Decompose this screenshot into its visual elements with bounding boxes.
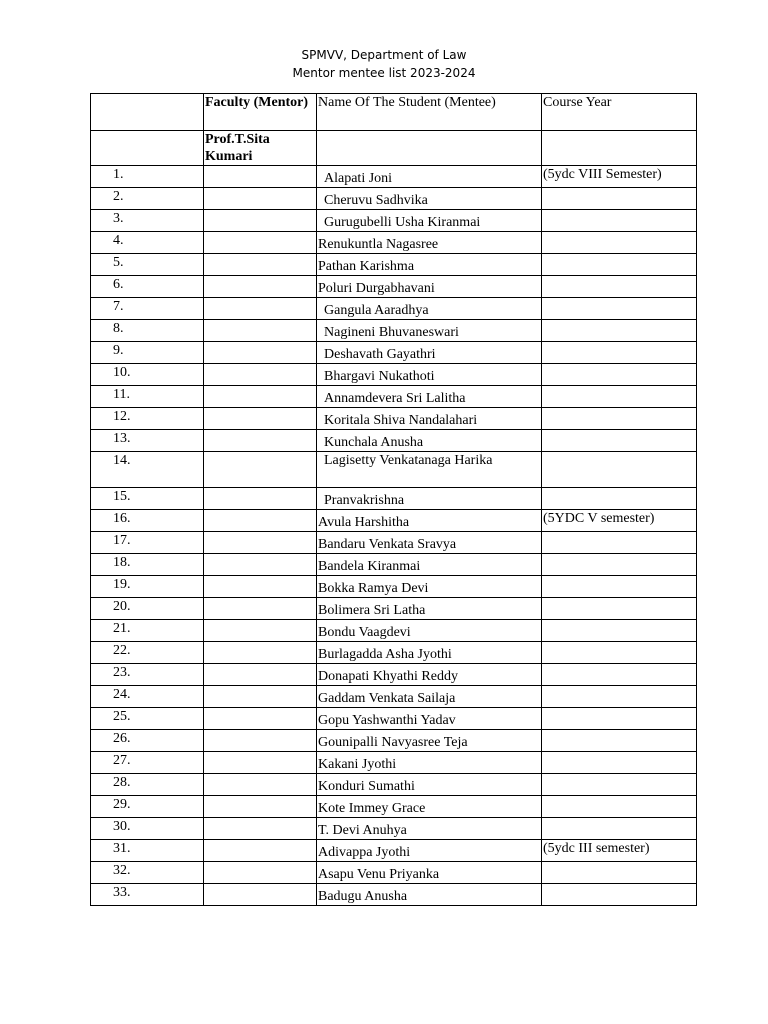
row-number: 13. bbox=[91, 430, 204, 452]
table-row bbox=[91, 840, 697, 862]
table-row bbox=[91, 796, 697, 818]
faculty-cell bbox=[204, 386, 317, 408]
student-name: Deshavath Gayathri bbox=[317, 342, 542, 364]
row-number: 29. bbox=[91, 796, 204, 818]
course-year bbox=[542, 642, 697, 664]
document-subtitle: Mentor mentee list 2023-2024 bbox=[292, 66, 476, 80]
faculty-cell bbox=[204, 554, 317, 576]
course-year bbox=[542, 408, 697, 430]
faculty-cell bbox=[204, 818, 317, 840]
table-row bbox=[91, 752, 697, 774]
course-year bbox=[542, 430, 697, 452]
table-row bbox=[91, 188, 697, 210]
faculty-cell bbox=[204, 884, 317, 906]
course-year bbox=[542, 620, 697, 642]
faculty-cell bbox=[204, 210, 317, 232]
table-row bbox=[91, 210, 697, 232]
table-row bbox=[91, 664, 697, 686]
faculty-cell bbox=[204, 254, 317, 276]
row-number: 7. bbox=[91, 298, 204, 320]
course-year bbox=[542, 342, 697, 364]
student-name: Kunchala Anusha bbox=[317, 430, 542, 452]
student-name: Bhargavi Nukathoti bbox=[317, 364, 542, 386]
faculty-cell bbox=[204, 452, 317, 488]
student-name: Gurugubelli Usha Kiranmai bbox=[317, 210, 542, 232]
faculty-cell bbox=[204, 232, 317, 254]
faculty-cell bbox=[204, 862, 317, 884]
row-number: 32. bbox=[91, 862, 204, 884]
faculty-cell bbox=[204, 796, 317, 818]
row-number: 30. bbox=[91, 818, 204, 840]
student-name: Bondu Vaagdevi bbox=[317, 620, 542, 642]
course-year bbox=[542, 554, 697, 576]
row-number: 4. bbox=[91, 232, 204, 254]
faculty-cell bbox=[204, 620, 317, 642]
table-row bbox=[91, 408, 697, 430]
row-number: 25. bbox=[91, 708, 204, 730]
header-faculty: Faculty (Mentor) bbox=[204, 94, 317, 131]
course-year bbox=[542, 818, 697, 840]
empty-cell bbox=[542, 131, 697, 166]
course-year bbox=[542, 320, 697, 342]
table-row bbox=[91, 818, 697, 840]
header-serial bbox=[91, 94, 204, 131]
row-number: 31. bbox=[91, 840, 204, 862]
faculty-cell bbox=[204, 774, 317, 796]
table-row bbox=[91, 166, 697, 188]
row-number: 2. bbox=[91, 188, 204, 210]
course-year bbox=[542, 232, 697, 254]
row-number: 23. bbox=[91, 664, 204, 686]
faculty-cell bbox=[204, 408, 317, 430]
table-row bbox=[91, 298, 697, 320]
faculty-cell bbox=[204, 488, 317, 510]
table-row bbox=[91, 232, 697, 254]
row-number: 24. bbox=[91, 686, 204, 708]
row-number: 21. bbox=[91, 620, 204, 642]
student-name: Konduri Sumathi bbox=[317, 774, 542, 796]
student-name: Kote Immey Grace bbox=[317, 796, 542, 818]
row-number: 26. bbox=[91, 730, 204, 752]
faculty-cell bbox=[204, 664, 317, 686]
student-name: Pranvakrishna bbox=[317, 488, 542, 510]
course-year bbox=[542, 576, 697, 598]
row-number: 15. bbox=[91, 488, 204, 510]
course-year: (5YDC V semester) bbox=[542, 510, 697, 532]
course-year bbox=[542, 298, 697, 320]
faculty-cell bbox=[204, 730, 317, 752]
row-number: 33. bbox=[91, 884, 204, 906]
table-row bbox=[91, 708, 697, 730]
course-year bbox=[542, 386, 697, 408]
student-name: Poluri Durgabhavani bbox=[317, 276, 542, 298]
table-row bbox=[91, 364, 697, 386]
faculty-cell bbox=[204, 642, 317, 664]
table-row bbox=[91, 532, 697, 554]
faculty-cell bbox=[204, 320, 317, 342]
course-year bbox=[542, 488, 697, 510]
table-row bbox=[91, 884, 697, 906]
table-row bbox=[91, 598, 697, 620]
course-year bbox=[542, 884, 697, 906]
mentor-mentee-table bbox=[90, 93, 697, 906]
course-year bbox=[542, 452, 697, 488]
mentor-row bbox=[91, 131, 697, 166]
row-number: 5. bbox=[91, 254, 204, 276]
header-student-name: Name Of The Student (Mentee) bbox=[317, 94, 542, 131]
row-number: 20. bbox=[91, 598, 204, 620]
course-year bbox=[542, 708, 697, 730]
row-number: 14. bbox=[91, 452, 204, 488]
course-year bbox=[542, 686, 697, 708]
header-course-year: Course Year bbox=[542, 94, 697, 131]
course-year bbox=[542, 664, 697, 686]
mentor-name: Prof.T.Sita Kumari bbox=[204, 131, 317, 166]
course-year bbox=[542, 730, 697, 752]
empty-cell bbox=[317, 131, 542, 166]
student-name: Bandaru Venkata Sravya bbox=[317, 532, 542, 554]
student-name: T. Devi Anuhya bbox=[317, 818, 542, 840]
faculty-cell bbox=[204, 166, 317, 188]
table-row bbox=[91, 320, 697, 342]
row-number: 6. bbox=[91, 276, 204, 298]
document-title: SPMVV, Department of Law bbox=[301, 48, 467, 62]
course-year: (5ydc VIII Semester) bbox=[542, 166, 697, 188]
row-number: 3. bbox=[91, 210, 204, 232]
student-name: Bolimera Sri Latha bbox=[317, 598, 542, 620]
student-name: Gopu Yashwanthi Yadav bbox=[317, 708, 542, 730]
table-header-row bbox=[91, 94, 697, 131]
student-name: Koritala Shiva Nandalahari bbox=[317, 408, 542, 430]
course-year bbox=[542, 752, 697, 774]
student-name: Bandela Kiranmai bbox=[317, 554, 542, 576]
course-year bbox=[542, 254, 697, 276]
table-row bbox=[91, 554, 697, 576]
table-row bbox=[91, 386, 697, 408]
faculty-cell bbox=[204, 576, 317, 598]
student-name: Lagisetty Venkatanaga Harika bbox=[317, 452, 542, 488]
table-row bbox=[91, 774, 697, 796]
empty-cell bbox=[91, 131, 204, 166]
table-row bbox=[91, 488, 697, 510]
course-year bbox=[542, 276, 697, 298]
row-number: 19. bbox=[91, 576, 204, 598]
table-row bbox=[91, 730, 697, 752]
row-number: 11. bbox=[91, 386, 204, 408]
row-number: 10. bbox=[91, 364, 204, 386]
student-name: Alapati Joni bbox=[317, 166, 542, 188]
table-row bbox=[91, 342, 697, 364]
row-number: 18. bbox=[91, 554, 204, 576]
student-name: Pathan Karishma bbox=[317, 254, 542, 276]
course-year bbox=[542, 862, 697, 884]
course-year bbox=[542, 796, 697, 818]
student-name: Asapu Venu Priyanka bbox=[317, 862, 542, 884]
course-year bbox=[542, 774, 697, 796]
course-year bbox=[542, 364, 697, 386]
course-year bbox=[542, 598, 697, 620]
course-year: (5ydc III semester) bbox=[542, 840, 697, 862]
course-year bbox=[542, 188, 697, 210]
faculty-cell bbox=[204, 708, 317, 730]
student-name: Badugu Anusha bbox=[317, 884, 542, 906]
student-name: Gounipalli Navyasree Teja bbox=[317, 730, 542, 752]
faculty-cell bbox=[204, 276, 317, 298]
faculty-cell bbox=[204, 364, 317, 386]
faculty-cell bbox=[204, 752, 317, 774]
row-number: 8. bbox=[91, 320, 204, 342]
row-number: 1. bbox=[91, 166, 204, 188]
faculty-cell bbox=[204, 188, 317, 210]
table-row bbox=[91, 276, 697, 298]
faculty-cell bbox=[204, 430, 317, 452]
faculty-cell bbox=[204, 532, 317, 554]
student-name: Renukuntla Nagasree bbox=[317, 232, 542, 254]
table-row bbox=[91, 862, 697, 884]
table-row bbox=[91, 576, 697, 598]
table-row bbox=[91, 254, 697, 276]
student-name: Annamdevera Sri Lalitha bbox=[317, 386, 542, 408]
row-number: 28. bbox=[91, 774, 204, 796]
student-name: Cheruvu Sadhvika bbox=[317, 188, 542, 210]
student-name: Avula Harshitha bbox=[317, 510, 542, 532]
row-number: 27. bbox=[91, 752, 204, 774]
student-name: Adivappa Jyothi bbox=[317, 840, 542, 862]
student-name: Kakani Jyothi bbox=[317, 752, 542, 774]
table-row bbox=[91, 452, 697, 488]
course-year bbox=[542, 210, 697, 232]
table-row bbox=[91, 686, 697, 708]
course-year bbox=[542, 532, 697, 554]
faculty-cell bbox=[204, 510, 317, 532]
faculty-cell bbox=[204, 686, 317, 708]
faculty-cell bbox=[204, 298, 317, 320]
student-name: Gaddam Venkata Sailaja bbox=[317, 686, 542, 708]
row-number: 22. bbox=[91, 642, 204, 664]
row-number: 16. bbox=[91, 510, 204, 532]
table-row bbox=[91, 642, 697, 664]
student-name: Bokka Ramya Devi bbox=[317, 576, 542, 598]
table-row bbox=[91, 430, 697, 452]
row-number: 17. bbox=[91, 532, 204, 554]
student-name: Gangula Aaradhya bbox=[317, 298, 542, 320]
student-name: Donapati Khyathi Reddy bbox=[317, 664, 542, 686]
faculty-cell bbox=[204, 598, 317, 620]
student-name: Burlagadda Asha Jyothi bbox=[317, 642, 542, 664]
row-number: 9. bbox=[91, 342, 204, 364]
faculty-cell bbox=[204, 840, 317, 862]
faculty-cell bbox=[204, 342, 317, 364]
row-number: 12. bbox=[91, 408, 204, 430]
table-row bbox=[91, 510, 697, 532]
student-name: Nagineni Bhuvaneswari bbox=[317, 320, 542, 342]
table-row bbox=[91, 620, 697, 642]
